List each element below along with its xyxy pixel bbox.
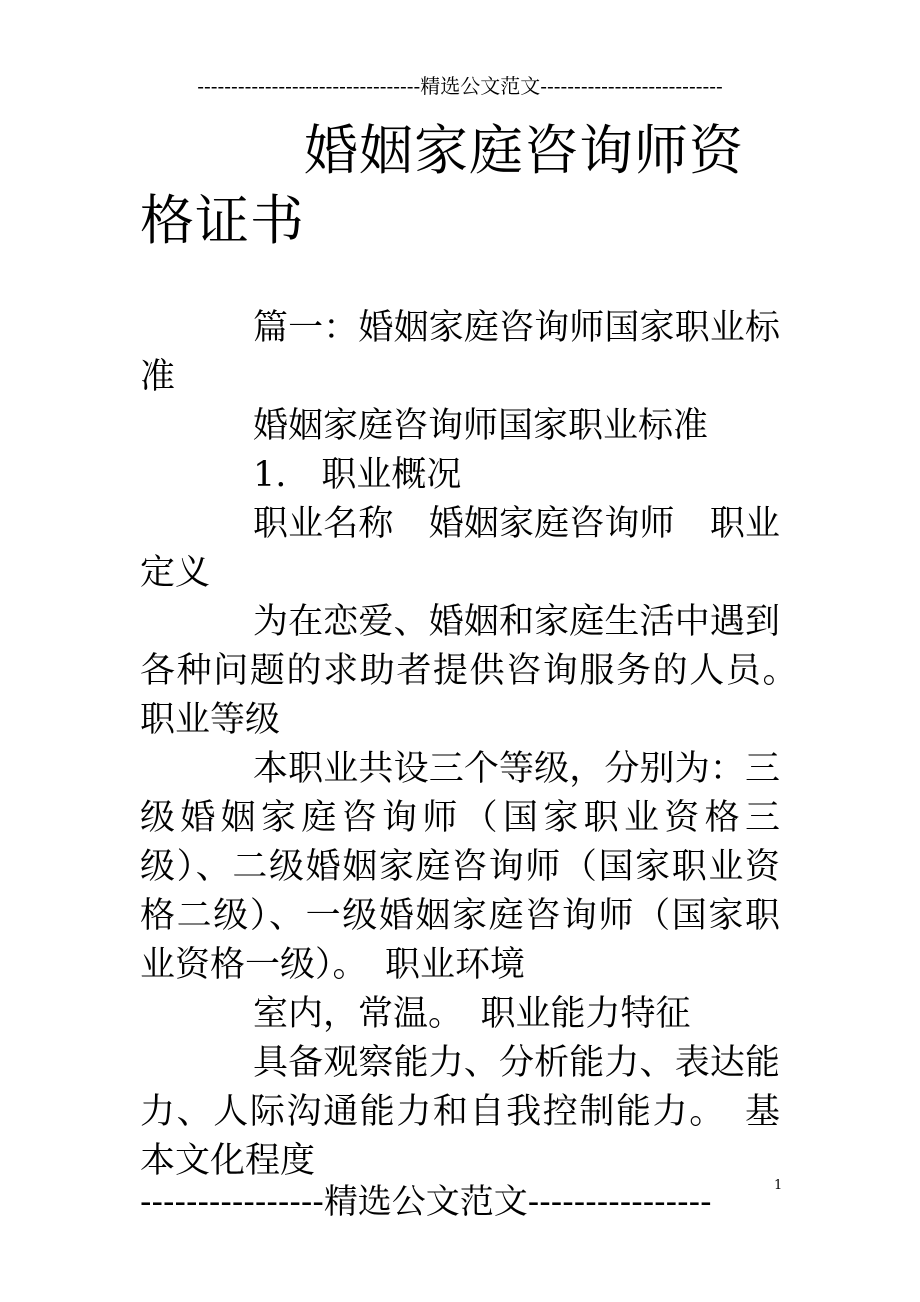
paragraph-occupation-levels: 本职业共设三个等级，分别为：三级婚姻家庭咨询师（国家职业资格三级）、二级婚姻家庭咨询师（国家职业资格二级）、一级婚姻家庭咨询师（国家职业资格一级）。 职业环境 [140, 749, 780, 985]
paragraph-work-environment: 室内，常温。 职业能力特征 [253, 994, 691, 1034]
page-header: ---------------------------------精选公文范文--------------------------- [197, 74, 723, 98]
paragraph-section-heading: 篇一：婚姻家庭咨询师国家职业标准 [140, 308, 780, 397]
paragraph-occupation-definition: 为在恋爱、婚姻和家庭生活中遇到各种问题的求助者提供咨询服务的人员。 职业等级 [140, 602, 816, 740]
document-body [140, 304, 816, 1186]
page-footer: ----------------精选公文范文---------------- [140, 1182, 712, 1222]
paragraph-ability-features: 具备观察能力、分析能力、表达能力、人际沟通能力和自我控制能力。 基本文化程度 [140, 1043, 780, 1181]
page-number: 1 [774, 1178, 783, 1193]
paragraph-overview: 1. 职业概况 [253, 455, 462, 495]
document-title: 婚姻家庭咨询师资格证书 [140, 119, 744, 252]
paragraph-occupation-name: 职业名称 婚姻家庭咨询师 职业定义 [140, 504, 780, 593]
paragraph-standard-title: 婚姻家庭咨询师国家职业标准 [253, 406, 709, 446]
